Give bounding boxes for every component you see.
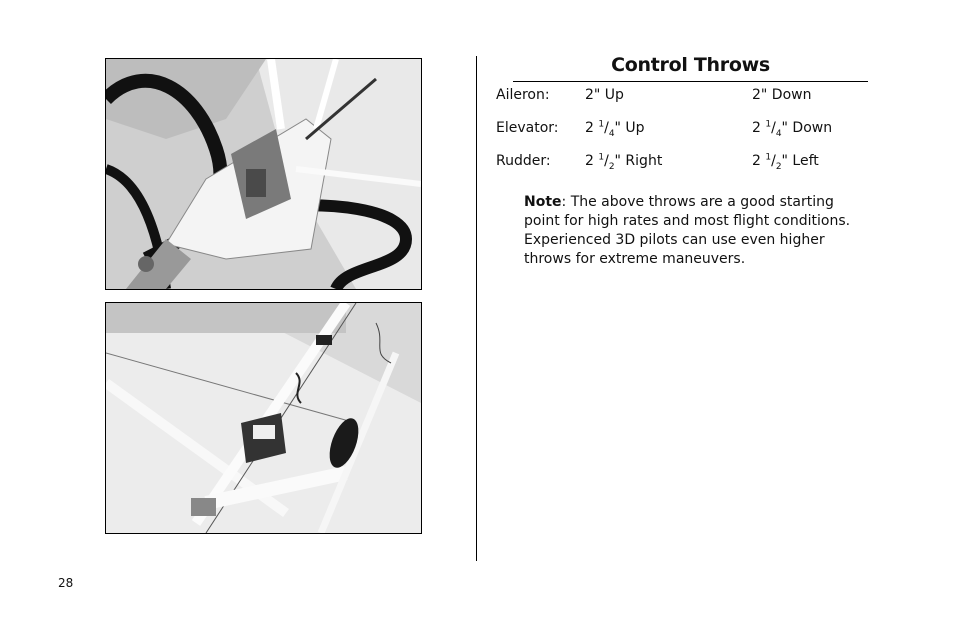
throw-up-value: 2 $^1/_2$" Right [585,152,663,172]
note-text: : The above throws are a good starting point for high rates and most flight conditions. Experienced 3D pilots can use even higher throws for extreme maneuvers. [524,194,851,267]
throw-up-value: 2" Up [585,87,624,103]
servo-tray-image [106,59,421,289]
throw-down-value: 2 $^1/_2$" Left [752,152,819,172]
column-divider [476,56,477,561]
note-paragraph [524,193,854,269]
throw-label: Elevator: [496,120,559,136]
note-label: Note [524,194,562,210]
photo-fuselage-receiver-bay [105,302,422,534]
photo-servo-tray-closeup [105,58,422,290]
throw-row-elevator [496,120,876,140]
throw-up-value: 2 $^1/_4$" Up [585,119,645,139]
fuselage-image [106,303,421,533]
throw-label: Aileron: [496,87,550,103]
title-underline [513,81,868,82]
section-title: Control Throws [611,54,770,76]
throw-down-value: 2" Down [752,87,812,103]
throw-down-value: 2 $^1/_4$" Down [752,119,833,139]
throw-row-aileron [496,87,876,107]
page-number: 28 [58,576,74,590]
throw-row-rudder [496,153,876,173]
throw-label: Rudder: [496,153,551,169]
